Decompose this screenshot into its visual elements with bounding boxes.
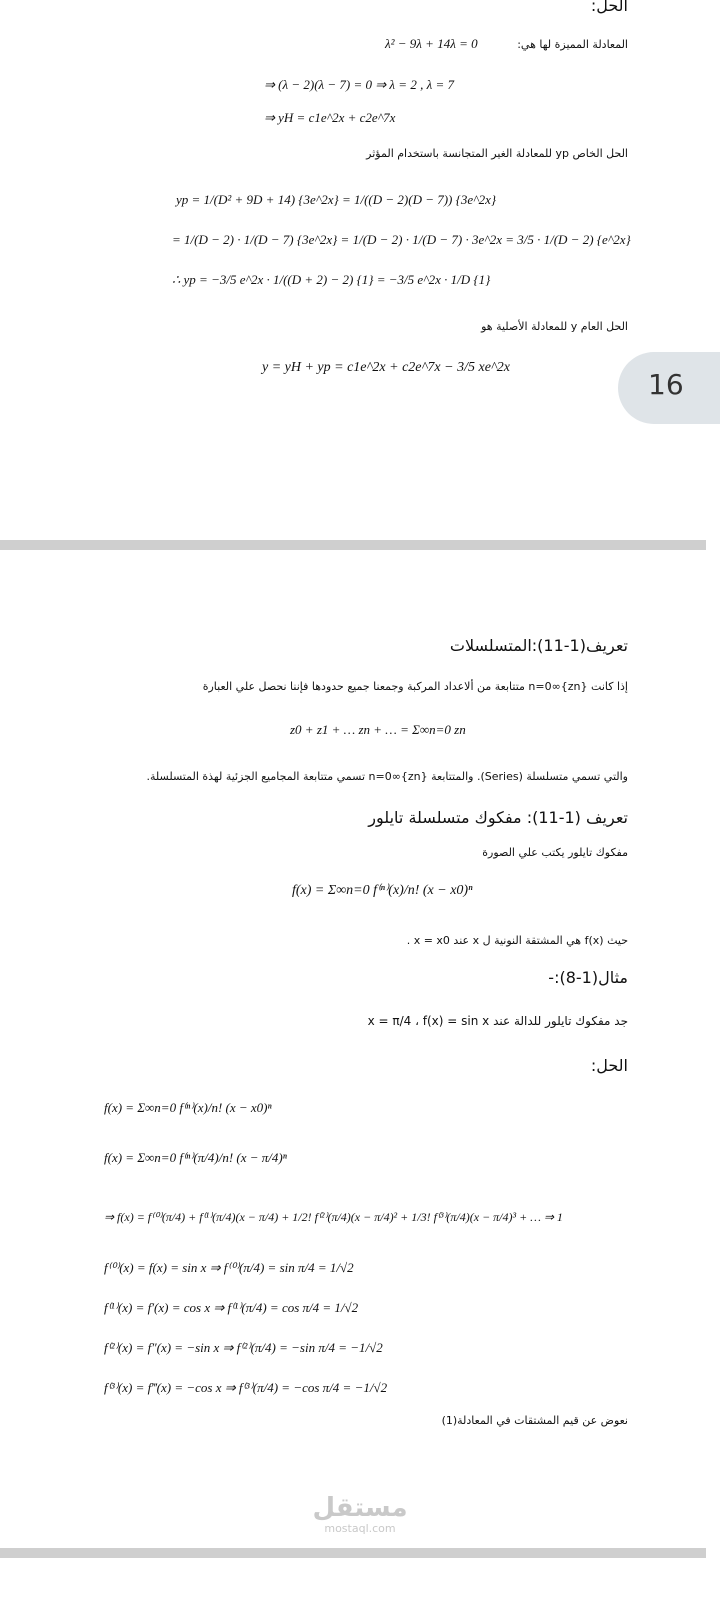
example-text: جد مفكوك تايلور للدالة عند x = π/4 ، f(x) = sin x	[367, 1014, 628, 1028]
taylor-definition-text: مفكوك تايلور يكتب علي الصورة	[482, 846, 628, 859]
watermark-arabic: مستقل	[312, 1493, 408, 1523]
solution-line-4: f⁽⁰⁾(x) = f(x) = sin x ⇒ f⁽⁰⁾(π/4) = sin π/4 = 1/√2	[104, 1260, 354, 1275]
solution-line-2: f(x) = Σ∞n=0 f⁽ⁿ⁾(π/4)/n! (x − π/4)ⁿ	[104, 1150, 287, 1165]
particular-line-3: ∴ yp = −3/5 e^2x · 1/((D + 2) − 2) {1} = −3/5 e^2x · 1/D {1}	[172, 272, 491, 287]
solution-line-1: f(x) = Σ∞n=0 f⁽ⁿ⁾(x)/n! (x − x0)ⁿ	[104, 1100, 272, 1115]
char-eq-label: المعادلة المميزة لها هي:	[517, 38, 628, 51]
taylor-formula: f(x) = Σ∞n=0 f⁽ⁿ⁾(x)/n! (x − x0)ⁿ	[292, 883, 473, 898]
char-eq: λ² − 9λ + 14λ = 0	[385, 36, 478, 51]
series-definition-title: تعريف(1-11):المتسلسلات	[449, 636, 628, 655]
watermark-latin: mostaql.com	[324, 1522, 396, 1535]
series-formula: z0 + z1 + … zn + … = Σ∞n=0 zn	[290, 722, 466, 737]
page-number: 16	[648, 368, 684, 401]
solution-line-7: f⁽³⁾(x) = f‴(x) = −cos x ⇒ f⁽³⁾(π/4) = −cos π/4 = −1/√2	[104, 1380, 388, 1395]
solution-line-6: f⁽²⁾(x) = f″(x) = −sin x ⇒ f⁽²⁾(π/4) = −sin π/4 = −1/√2	[104, 1340, 383, 1355]
series-definition-text: إذا كانت {zn}∞n=0 متتابعة من ألاعداد المركبة وجمعنا جميع حدودها فإننا نحصل علي العبارة	[202, 680, 628, 693]
general-solution-label: الحل العام y للمعادلة الأصلية هو	[481, 320, 628, 333]
series-definition-text-2: والتي تسمي متسلسلة (Series). والمتتابعة {zn}∞n=0 تسمي متتابعة المجاميع الجزئية لهذة المتسلسلة.	[146, 770, 628, 783]
particular-solution-label: الحل الخاص yp للمعادلة الغير المتجانسة باستخدام المؤثر	[366, 147, 628, 160]
mostaql-watermark	[290, 1494, 430, 1535]
general-solution: y = yH + yp = c1e^2x + c2e^7x − 3/5 xe^2x	[262, 360, 511, 375]
substitute-text: نعوض عن قيم المشتقات في المعادلة(1)	[441, 1414, 628, 1427]
solution-heading: الحل:	[590, 0, 628, 15]
taylor-where-text: حيث f(x) هي المشتقة النونية ل x عند x = x0 .	[406, 934, 628, 947]
particular-line-1: yp = 1/(D² + 9D + 14) {3e^2x} = 1/((D − 2)(D − 7)) {3e^2x}	[176, 192, 497, 207]
solution-line-5: f⁽¹⁾(x) = f′(x) = cos x ⇒ f⁽¹⁾(π/4) = cos π/4 = 1/√2	[104, 1300, 359, 1315]
particular-line-2: = 1/(D − 2) · 1/(D − 7) {3e^2x} = 1/(D − 2) · 1/(D − 7) · 3e^2x = 3/5 · 1/(D − 2) {e^2x}	[172, 232, 631, 247]
example-solution-heading: الحل:	[590, 1056, 628, 1075]
example-title: مثال(1-8):-	[548, 968, 628, 987]
roots-line: ⇒ (λ − 2)(λ − 7) = 0 ⇒ λ = 2 , λ = 7	[264, 77, 454, 92]
homogeneous-solution: ⇒ yH = c1e^2x + c2e^7x	[264, 110, 396, 125]
bottom-separator	[0, 1548, 706, 1558]
taylor-definition-title: تعريف (1-11): مفكوك متسلسلة تايلور	[368, 808, 628, 827]
solution-line-3: ⇒ f(x) = f⁽⁰⁾(π/4) + f⁽¹⁾(π/4)(x − π/4) + 1/2! f⁽²⁾(π/4)(x − π/4)² + 1/3! f⁽³⁾(π/4)(x − π/4)³ + … ⇒ 1	[104, 1210, 563, 1224]
page-separator	[0, 540, 706, 550]
